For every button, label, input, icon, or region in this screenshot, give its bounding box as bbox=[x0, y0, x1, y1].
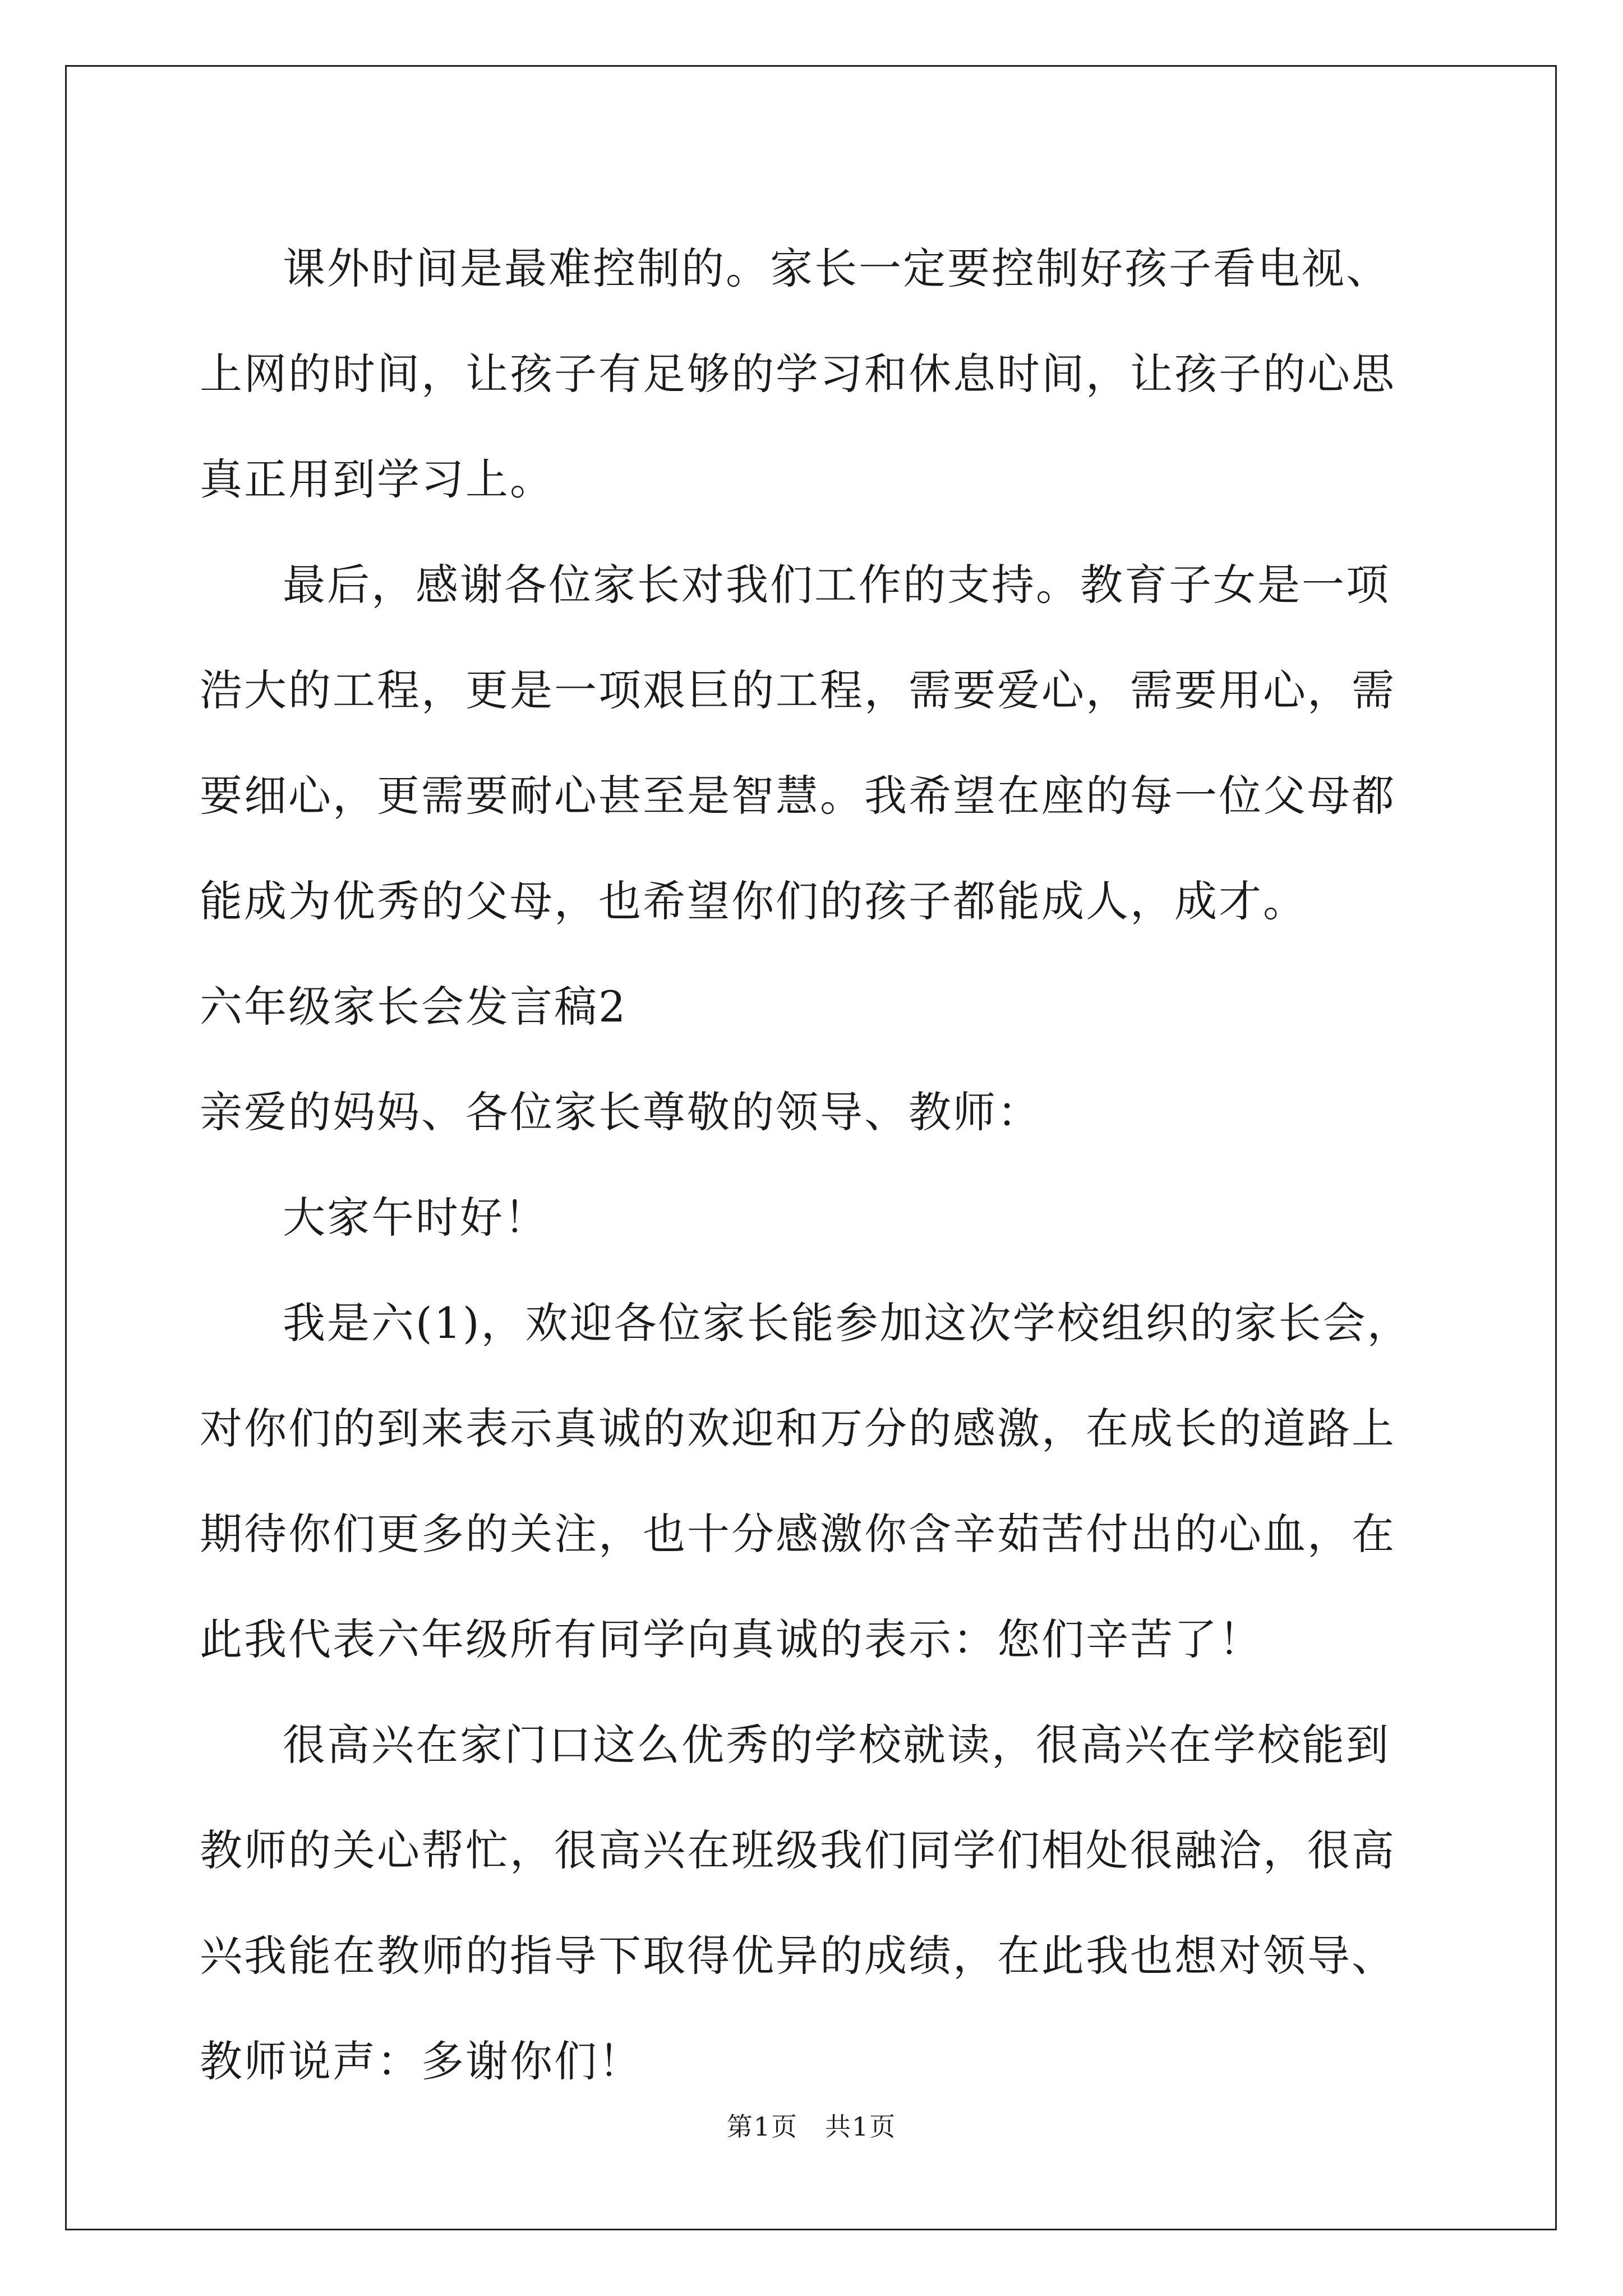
paragraph-after-school-time: 课外时间是最难控制的。家长一定要控制好孩子看电视、上网的时间，让孩子有足够的学习和休息时间，让孩子的心思真正用到学习上。 bbox=[200, 243, 1396, 504]
paragraph-welcome: 我是六(1)，欢迎各位家长能参加这次学校组织的家长会，对你们的到来表示真诚的欢迎和万分的感激，在成长的道路上期待你们更多的关注，也十分感激你含辛茹苦付出的心血，在此我代表六年级所有同学向真诚的表示：您们辛苦了！ bbox=[200, 1298, 1412, 1664]
salutation: 亲爱的妈妈、各位家长尊敬的领导、教师： bbox=[200, 1087, 1041, 1137]
section-heading: 六年级家长会发言稿2 bbox=[200, 982, 628, 1032]
paragraph-closing-thanks: 最后，感谢各位家长对我们工作的支持。教育子女是一项浩大的工程，更是一项艰巨的工程，需要爱心，需要用心，需要细心，更需要耐心甚至是智慧。我希望在座的每一位父母都能成为优秀的父母，也希望你们的孩子都能成人，成才。 bbox=[200, 560, 1396, 926]
page-number-footer: 第1页 共1页 bbox=[726, 2111, 897, 2142]
greeting: 大家午时好！ bbox=[283, 1193, 548, 1243]
document-body bbox=[200, 216, 1433, 2114]
paragraph-gratitude: 很高兴在家门口这么优秀的学校就读，很高兴在学校能到教师的关心帮忙，很高兴在班级我们同学们相处很融洽，很高兴我能在教师的指导下取得优异的成绩，在此我也想对领导、教师说声：多谢你们！ bbox=[200, 1720, 1396, 2086]
